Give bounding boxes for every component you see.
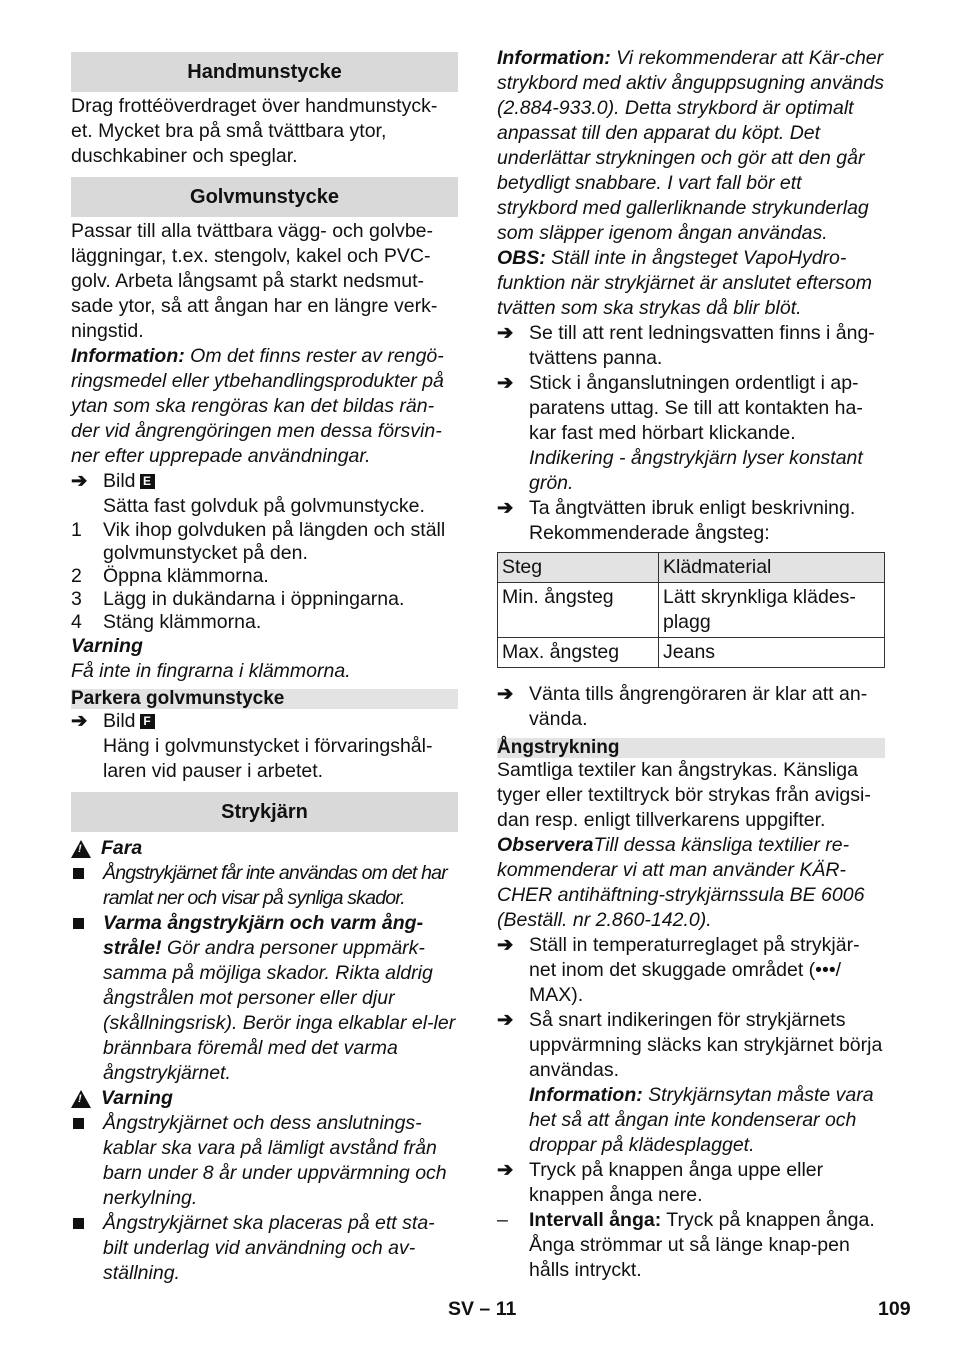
step-text: Tryck på knappen ånga uppe eller knappen ånga nere.: [529, 1159, 824, 1206]
left-column: [71, 44, 458, 1286]
info-text: Vi rekommenderar att Kär-cher strykbord med aktiv ånguppsugning används (2.884-933.0). Detta strykbord är optimalt anpassat till den apparat du köpt. Det underlättar strykningen och gör att den går betydligt snabbare. I vart fall bör ett strykbord med gallerliknande strykunderlag som släpper igenom ångan användas.: [497, 47, 884, 244]
varning-item: [71, 1111, 458, 1211]
arrow-icon: ➔: [497, 934, 514, 956]
right-column: [497, 46, 885, 1283]
bullet-square-icon: [73, 868, 84, 879]
step-extra: Indikering - ångstrykjärn lyser konstant grön.: [529, 447, 863, 494]
table-cell: Max. ångsteg: [498, 638, 659, 668]
bild-e-row: [71, 469, 458, 519]
golvmunstycke-text: Passar till alla tvättbara vägg- och golvbe-läggningar, t.ex. stengolv, kakel och PVC-golv. Arbeta långsamt på starkt nedsmut-sade ytor, så att ångan har en längre verk-ningstid.: [71, 220, 438, 342]
step-item: [71, 588, 458, 611]
fara-label: Fara: [101, 837, 143, 859]
warning-triangle-icon: [71, 1090, 91, 1108]
table-row: [498, 583, 885, 638]
step-text: Öppna klämmorna.: [103, 565, 269, 587]
bullet-square-icon: [73, 1118, 84, 1129]
varning-item-text: Ångstrykjärnet ska placeras på ett sta-bilt underlag vid användning och av-ställning.: [103, 1212, 435, 1284]
info-label: Information:: [497, 47, 611, 69]
step-number: 1: [71, 519, 82, 541]
step-text: Se till att rent ledningsvatten finns i ång-tvättens panna.: [529, 322, 875, 369]
handmunstycke-text: Drag frottéöverdraget över handmunstyck-et. Mycket bra på små tvättbara ytor, duschkabiner och speglar.: [71, 95, 438, 167]
heading-parkera: Parkera golvmunstycke: [71, 689, 458, 709]
fara-item: [71, 861, 458, 911]
step-text: Ta ångtvätten ibruk enligt beskrivning. Rekommenderade ångsteg:: [529, 497, 856, 544]
fara-item-bold: Varma ångstrykjärn och varm ång-stråle!: [103, 912, 424, 959]
heading-angstrykning: Ångstrykning: [497, 738, 885, 758]
arrow-icon: ➔: [497, 1159, 514, 1181]
arrow-icon: ➔: [497, 372, 514, 394]
bild-caption: Sätta fast golvduk på golvmunstycke.: [103, 495, 425, 517]
golvmunstycke-info: [71, 344, 458, 469]
fara-item: [71, 911, 458, 1086]
intervall-text: Tryck på knappen ånga. Ånga strömmar ut så länge knap-pen hålls intryckt.: [529, 1209, 875, 1281]
heading-golvmunstycke: Golvmunstycke: [71, 177, 458, 217]
step-text: Vänta tills ångrengöraren är klar att an-vända.: [529, 683, 868, 730]
obs-label: Observera: [497, 834, 594, 856]
step-text: Stäng klämmorna.: [103, 611, 262, 633]
obs-label: OBS:: [497, 247, 546, 269]
step-text: Ställ in temperaturreglaget på strykjär-net inom det skuggade området (•••/ MAX).: [529, 934, 860, 1006]
bullet-square-icon: [73, 1218, 84, 1229]
arrow-icon: ➔: [497, 1009, 514, 1031]
fara-item-text: Gör andra personer uppmärk-samma på möjliga skador. Rikta aldrig ångstrålen mot personer eller djur (skållningsrisk). Berör inga elkablar el-ler brännbara föremål med det varma ångstrykjärnet.: [103, 937, 456, 1084]
table-header-cell: Klädmaterial: [659, 553, 885, 583]
step-item: [497, 933, 885, 1008]
table-row: [498, 638, 885, 668]
arrow-icon: ➔: [497, 683, 514, 705]
step-item: [497, 682, 885, 732]
table-cell: Lätt skrynkliga klädes-plagg: [659, 583, 885, 638]
arrow-icon: ➔: [497, 497, 514, 519]
figure-key-f-icon: F: [140, 714, 155, 729]
strykbord-info: [497, 46, 885, 246]
bild-label: Bild: [103, 470, 136, 492]
varning-label: Varning: [71, 635, 143, 657]
step-item: [497, 496, 885, 546]
info-label: Information:: [71, 345, 185, 367]
footer-section-label: SV – 11: [448, 1298, 517, 1320]
bild-label: Bild: [103, 710, 136, 732]
heading-strykjarn: Strykjärn: [71, 792, 458, 832]
angstrykning-obs: [497, 833, 885, 933]
step-text: Stick i ånganslutningen ordentligt i ap-paratens uttag. Se till att kontakten ha-kar fast med hörbart klickande.: [529, 372, 863, 444]
steam-level-table: [497, 552, 885, 668]
varning-item-text: Ångstrykjärnet och dess anslutnings-kablar ska vara på lämligt avstånd från barn under 8 år under uppvärmning och nerkylning.: [103, 1112, 447, 1209]
step-item: [71, 565, 458, 588]
table-cell: Min. ångsteg: [498, 583, 659, 638]
bullet-square-icon: [73, 918, 84, 929]
parkera-text: Häng i golvmunstycket i förvaringshål-laren vid pauser i arbetet.: [103, 735, 433, 782]
step-item: [497, 1008, 885, 1158]
warning-triangle-icon: [71, 840, 91, 858]
step-item: [497, 1158, 885, 1208]
obs-text: Till dessa känsliga textilier re-kommenderar vi att man använder KÄR-CHER antihäftning-strykjärnssula BE 6006 (Beställ. nr 2.860-142.0).: [497, 834, 865, 931]
dash-item: [497, 1208, 885, 1283]
info-text: Om det finns rester av rengö-ringsmedel eller ytbehandlingsprodukter på ytan som ska rengöras kan det bildas rän-der vid ångrengöringen men dessa försvin-ner efter upprepade användningar.: [71, 345, 444, 467]
step-text: Vik ihop golvduken på längden och ställ golvmunstycket på den.: [103, 519, 446, 564]
step-item: [71, 611, 458, 634]
fara-heading: [71, 836, 458, 861]
page-number: 109: [878, 1298, 911, 1320]
step-text: Lägg in dukändarna i öppningarna.: [103, 588, 405, 610]
bild-f-row: [71, 709, 458, 784]
step-item: [497, 321, 885, 371]
step-item: [497, 371, 885, 496]
angstrykning-text: Samtliga textiler kan ångstrykas. Känsliga tyger eller textiltryck bör strykas från avigsi-dan resp. enligt tillverkarens uppgifter.: [497, 759, 871, 831]
step-number: 4: [71, 611, 82, 633]
arrow-icon: ➔: [71, 470, 88, 492]
table-header-cell: Steg: [498, 553, 659, 583]
varning-label: Varning: [101, 1087, 173, 1109]
info-text: Strykjärnsytan måste vara het så att ångan inte kondenserar och droppar på klädesplagget.: [529, 1084, 874, 1156]
varning-heading: [71, 1086, 458, 1111]
figure-key-e-icon: E: [140, 474, 155, 489]
arrow-icon: ➔: [71, 710, 88, 732]
fara-item-text: Ångstrykjärnet får inte användas om det har ramlat ner och visar på synliga skador.: [103, 862, 447, 909]
step-item: [71, 519, 458, 565]
heading-handmunstycke: Handmunstycke: [71, 52, 458, 92]
dash-marker: –: [497, 1209, 508, 1231]
obs-note: [497, 246, 885, 321]
intervall-label: Intervall ånga:: [529, 1209, 662, 1231]
varning-item: [71, 1211, 458, 1286]
table-cell: Jeans: [659, 638, 885, 668]
step-number: 3: [71, 588, 82, 610]
table-header-row: [498, 553, 885, 583]
varning-text: Få inte in fingrarna i klämmorna.: [71, 660, 351, 682]
info-label: Information:: [529, 1084, 643, 1106]
arrow-icon: ➔: [497, 322, 514, 344]
obs-text: Ställ inte in ångsteget VapoHydro-funktion när strykjärnet är anslutet eftersom tvätten som ska strykas då blir blöt.: [497, 247, 873, 319]
golvduk-steps: [71, 519, 458, 634]
step-text: Så snart indikeringen för strykjärnets uppvärmning släcks kan strykjärnet börja användas.: [529, 1009, 883, 1081]
step-number: 2: [71, 565, 82, 587]
